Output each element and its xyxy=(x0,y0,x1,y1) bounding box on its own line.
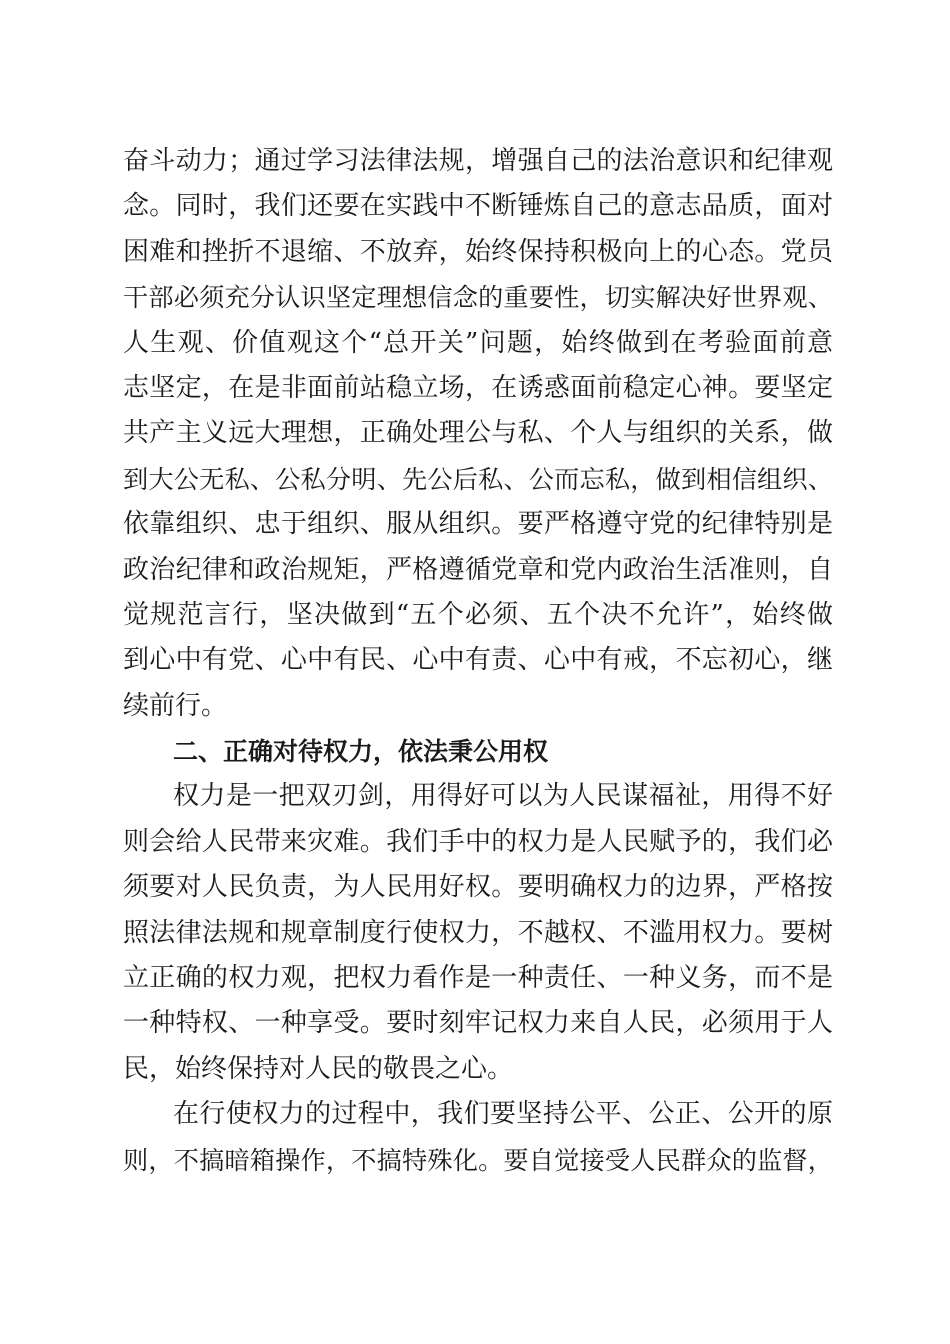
text-line: 共产主义远大理想，正确处理公与私、个人与组织的关系，做 xyxy=(123,418,833,449)
text-line: 到大公无私、公私分明、先公后私、公而忘私，做到相信组织、 xyxy=(123,464,833,494)
body-text xyxy=(123,139,833,1183)
text-line: 民，始终保持对人民的敬畏之心。 xyxy=(123,1053,514,1084)
text-line: 立正确的权力观，把权力看作是一种责任、一种义务，而不是 xyxy=(123,963,833,994)
text-line: 则会给人民带来灾难。我们手中的权力是人民赋予的，我们必 xyxy=(123,826,833,857)
text-line: 念。同时，我们还要在实践中不断锤炼自己的意志品质，面对 xyxy=(123,191,833,222)
text-line: 在行使权力的过程中，我们要坚持公平、公正、公开的原 xyxy=(173,1099,833,1130)
text-line: 人生观、价值观这个“总开关”问题，始终做到在考验面前意 xyxy=(123,327,833,358)
section-heading: 二、正确对待权力，依法秉公用权 xyxy=(173,737,549,767)
text-line: 依靠组织、忠于组织、服从组织。要严格遵守党的纪律特别是 xyxy=(123,509,833,540)
text-line: 一种特权、一种享受。要时刻牢记权力来自人民，必须用于人 xyxy=(123,1008,833,1039)
text-line: 照法律法规和规章制度行使权力，不越权、不滥用权力。要树 xyxy=(123,917,833,948)
text-line: 觉规范言行，坚决做到“五个必须、五个决不允许”，始终做 xyxy=(123,599,833,630)
text-line: 到心中有党、心中有民、心中有责、心中有戒，不忘初心，继 xyxy=(123,645,833,676)
text-line: 续前行。 xyxy=(123,690,228,721)
text-line: 须要对人民负责，为人民用好权。要明确权力的边界，严格按 xyxy=(123,872,833,903)
text-line: 政治纪律和政治规矩，严格遵循党章和党内政治生活准则，自 xyxy=(123,554,833,585)
text-line: 权力是一把双刃剑，用得好可以为人民谋福祉，用得不好 xyxy=(173,781,833,812)
text-line: 奋斗动力；通过学习法律法规，增强自己的法治意识和纪律观 xyxy=(123,146,833,176)
text-line: 干部必须充分认识坚定理想信念的重要性，切实解决好世界观、 xyxy=(123,283,833,313)
text-line: 志坚定，在是非面前站稳立场，在诱惑面前稳定心神。要坚定 xyxy=(123,372,833,403)
text-line: 困难和挫折不退缩、不放弃，始终保持积极向上的心态。党员 xyxy=(123,236,833,267)
text-line: 则，不搞暗箱操作，不搞特殊化。要自觉接受人民群众的监督， xyxy=(123,1145,833,1175)
